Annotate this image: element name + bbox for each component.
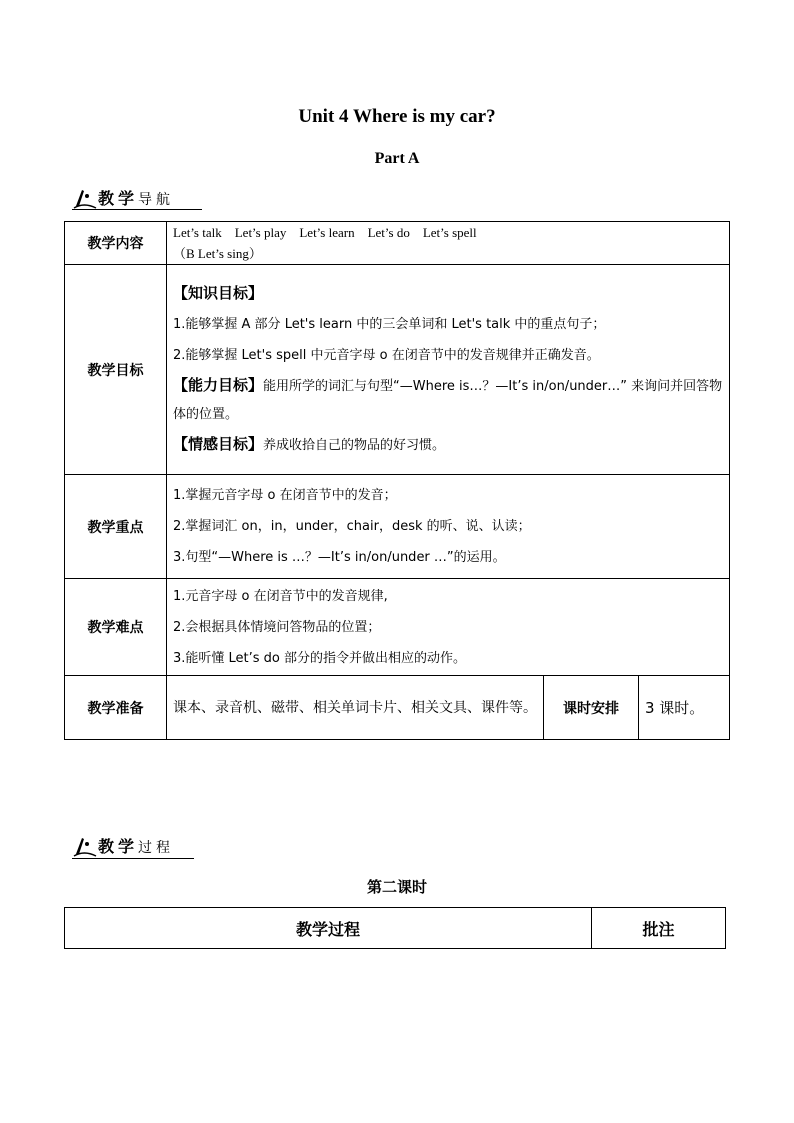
row-key-points [65, 475, 730, 579]
difficult-point-1: 1.元音字母 o 在闭音节中的发音规律, [173, 588, 388, 604]
page-title: Unit 4 Where is my car? [298, 106, 496, 127]
banner-teaching-process [72, 834, 174, 858]
knowledge-goal-2: 2.能够掌握 Let's spell 中元音字母 o 在闭音节中的发音规律并正确发音。 [173, 348, 600, 363]
label-key-points: 教学重点 [65, 475, 167, 579]
row-content [65, 222, 730, 265]
key-point-3: 3.句型“—Where is …？—It’s in/on/under …”的运用。 [173, 550, 506, 565]
key-point-2: 2.掌握词汇 on，in，under，chair，desk 的听、说、认读； [173, 519, 531, 534]
banner-underline [72, 858, 194, 859]
goals-cell [167, 265, 730, 475]
content-cell [167, 222, 730, 265]
emotion-goal: 【情感目标】养成收拾自己的物品的好习惯。 [173, 435, 446, 453]
banner-teaching-process-label: 教学过程 [98, 837, 175, 856]
difficult-point-2: 2.会根据具体情境问答物品的位置； [173, 619, 381, 635]
row-difficult-points [65, 579, 730, 676]
key-point-1: 1.掌握元音字母 o 在闭音节中的发音； [173, 488, 397, 503]
lesson-title: 第二课时 [366, 878, 427, 896]
content-line-2: （B Let’s sing） [173, 246, 262, 261]
difficult-point-3: 3.能听懂 Let’s do 部分的指令并做出相应的动作。 [173, 650, 467, 666]
label-preparation: 教学准备 [65, 676, 167, 740]
schedule-value: 3 课时。 [639, 676, 730, 740]
process-column-header: 教学过程 [65, 908, 592, 949]
key-points-cell [167, 475, 730, 579]
banner-teaching-guide [72, 186, 174, 210]
row-goals [65, 265, 730, 475]
preparation-text: 课本、录音机、磁带、相关单词卡片、相关文具、课件等。 [173, 699, 537, 716]
lesson-plan-table [64, 221, 730, 740]
knowledge-goal-1: 1.能够掌握 A 部分 Let's learn 中的三会单词和 Let's talk 中的重点句子； [173, 317, 606, 332]
pen-figure-icon [72, 186, 98, 210]
preparation-cell [167, 676, 544, 740]
banner-underline [72, 209, 202, 210]
row-preparation [65, 676, 730, 740]
label-schedule: 课时安排 [544, 676, 639, 740]
knowledge-goal-tag: 【知识目标】 [173, 284, 264, 302]
pen-figure-icon [72, 834, 98, 858]
label-goals: 教学目标 [65, 265, 167, 475]
process-table [64, 907, 726, 949]
banner-teaching-guide-label: 教学导航 [98, 189, 175, 208]
difficult-points-cell [167, 579, 730, 676]
label-difficult-points: 教学难点 [65, 579, 167, 676]
ability-goal: 【能力目标】能用所学的词汇与句型“—Where is…？—It’s in/on/under…” 来询问并回答物体的位置。 [173, 376, 723, 422]
page-subtitle: Part A [374, 150, 420, 167]
label-content: 教学内容 [65, 222, 167, 265]
notes-column-header: 批注 [592, 908, 726, 949]
content-line-1: Let’s talk Let’s play Let’s learn Let’s do Let’s spell [173, 225, 477, 240]
